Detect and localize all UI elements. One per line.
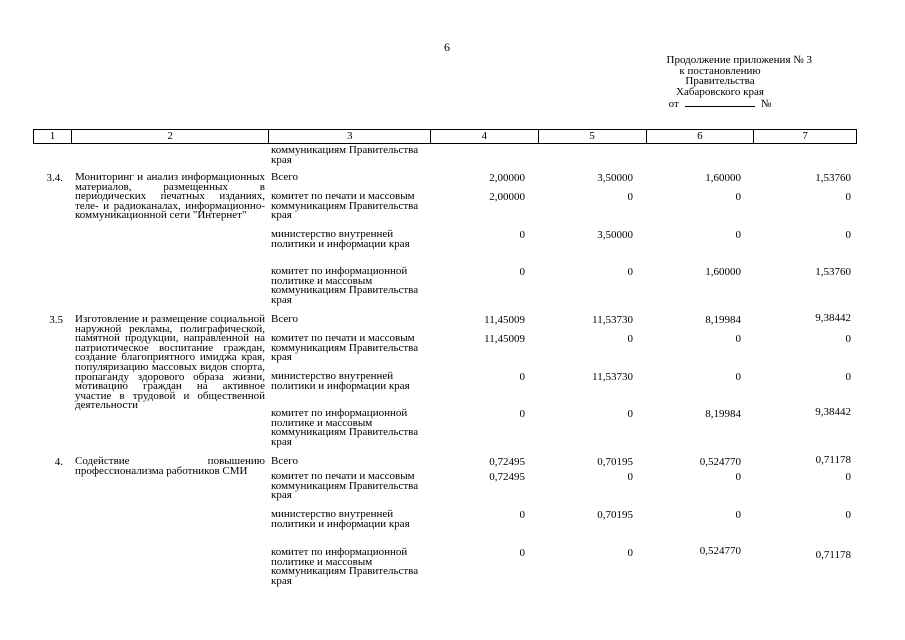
value-col-5: 0,70195 <box>597 456 633 468</box>
value-col-6: 1,60000 <box>705 266 741 278</box>
value-col-6: 0 <box>735 191 741 203</box>
value-col-6: 8,19984 <box>705 408 741 420</box>
value-col-7: 0 <box>845 371 851 383</box>
value-col-4: 0,72495 <box>489 456 525 468</box>
value-col-5: 0 <box>627 191 633 203</box>
row-number: 3.5 <box>49 314 63 326</box>
row-number: 4. <box>54 456 63 468</box>
value-col-5: 0 <box>627 471 633 483</box>
column-number-6: 6 <box>647 130 755 143</box>
value-col-4: 0 <box>519 371 525 383</box>
value-col-5: 11,53730 <box>592 314 633 326</box>
sub-row-label: Всего <box>271 455 298 467</box>
value-col-5: 3,50000 <box>597 172 633 184</box>
page-number: 6 <box>444 40 450 54</box>
value-col-4: 0 <box>519 547 525 559</box>
sub-row-label: комитет по информационной политике и массовым коммуникациям Правительства края <box>271 407 419 448</box>
column-number-1: 1 <box>34 130 72 143</box>
value-col-5: 3,50000 <box>597 229 633 241</box>
value-col-5: 0 <box>627 333 633 345</box>
appendix-line-1: Продолжение приложения № 3 <box>666 54 812 66</box>
value-col-6: 0,524770 <box>699 545 741 557</box>
sub-row-label: комитет по печати и массовым коммуникациям Правительства края <box>271 470 419 502</box>
sub-row-label: комитет по информационной политике и массовым коммуникациям Правительства края <box>271 265 419 306</box>
value-col-5: 0 <box>627 266 633 278</box>
value-col-4: 0 <box>519 509 525 521</box>
sub-row-label: комитет по информационной политике и массовым коммуникациям Правительства края <box>271 546 419 587</box>
value-col-5: 0,70195 <box>597 509 633 521</box>
value-col-6: 0 <box>735 333 741 345</box>
sub-row-label: комитет по печати и массовым коммуникациям Правительства края <box>271 332 419 364</box>
appendix-date-number-line <box>600 97 840 110</box>
sub-row-label: Всего <box>271 313 298 325</box>
sub-row-label: министерство внутренней политики и информации края <box>271 228 410 250</box>
value-col-7: 0 <box>845 471 851 483</box>
value-col-4: 2,00000 <box>489 172 525 184</box>
value-col-7: 0 <box>845 229 851 241</box>
value-col-4: 11,45009 <box>484 333 525 345</box>
value-col-4: 0 <box>519 266 525 278</box>
appendix-line-4: Хабаровского края <box>676 85 764 98</box>
value-col-5: 11,53730 <box>592 371 633 383</box>
row-number: 3.4. <box>46 172 63 184</box>
appendix-date-blank <box>685 97 755 107</box>
value-col-7: 0,71178 <box>815 454 851 466</box>
value-col-6: 0 <box>735 509 741 521</box>
column-number-2: 2 <box>72 130 270 143</box>
row-name: Содействие повышению профессионализма работников СМИ <box>75 455 265 477</box>
value-col-7: 0,71178 <box>815 549 851 561</box>
value-col-7: 0 <box>845 333 851 345</box>
value-col-6: 0 <box>735 471 741 483</box>
value-col-6: 8,19984 <box>705 314 741 326</box>
value-col-4: 11,45009 <box>484 314 525 326</box>
value-col-5: 0 <box>627 547 633 559</box>
appendix-header <box>600 55 840 110</box>
row-name: Мониторинг и анализ информационных материалов, размещенных в периодических печатных изданиях, теле- и радиоканалах, информационно-коммуникационной сети "Интернет" <box>75 171 265 222</box>
row-name: Изготовление и размещение социальной наружной рекламы, полиграфической, памятной продукции, направленной на патриотическое воспитание граждан, создание благоприятного имиджа края, популяризацию массовых видов спорта, пропаганду здорового образа жизни, мотивацию граждан на активное участие в трудовой и общественной деятельности <box>75 313 265 412</box>
column-number-3: 3 <box>269 130 431 143</box>
value-col-4: 0 <box>519 408 525 420</box>
sub-row-label: министерство внутренней политики и информации края <box>271 370 410 392</box>
column-number-5: 5 <box>539 130 647 143</box>
value-col-7: 1,53760 <box>815 266 851 278</box>
value-col-6: 1,60000 <box>705 172 741 184</box>
sub-row-label: Всего <box>271 171 298 183</box>
appendix-from-label: от <box>668 98 679 110</box>
value-col-7: 9,38442 <box>815 312 851 324</box>
table-column-number-header <box>33 129 857 144</box>
value-col-4: 0 <box>519 229 525 241</box>
value-col-6: 0,524770 <box>699 456 741 468</box>
value-col-4: 2,00000 <box>489 191 525 203</box>
value-col-7: 0 <box>845 191 851 203</box>
sub-row-label: комитет по печати и массовым коммуникациям Правительства края <box>271 190 419 222</box>
sub-row-label: министерство внутренней политики и информации края <box>271 508 410 530</box>
value-col-5: 0 <box>627 408 633 420</box>
continued-text: коммуникациям Правительства края <box>271 144 419 166</box>
appendix-line-2: к постановлению <box>679 64 761 77</box>
value-col-6: 0 <box>735 229 741 241</box>
value-col-4: 0,72495 <box>489 471 525 483</box>
value-col-7: 0 <box>845 509 851 521</box>
column-number-7: 7 <box>802 130 808 142</box>
appendix-line-3: Правительства <box>685 75 755 87</box>
value-col-7: 1,53760 <box>815 172 851 184</box>
column-number-4: 4 <box>431 130 539 143</box>
appendix-no-label: № <box>760 98 772 110</box>
value-col-7: 9,38442 <box>815 406 851 418</box>
value-col-6: 0 <box>735 371 741 383</box>
